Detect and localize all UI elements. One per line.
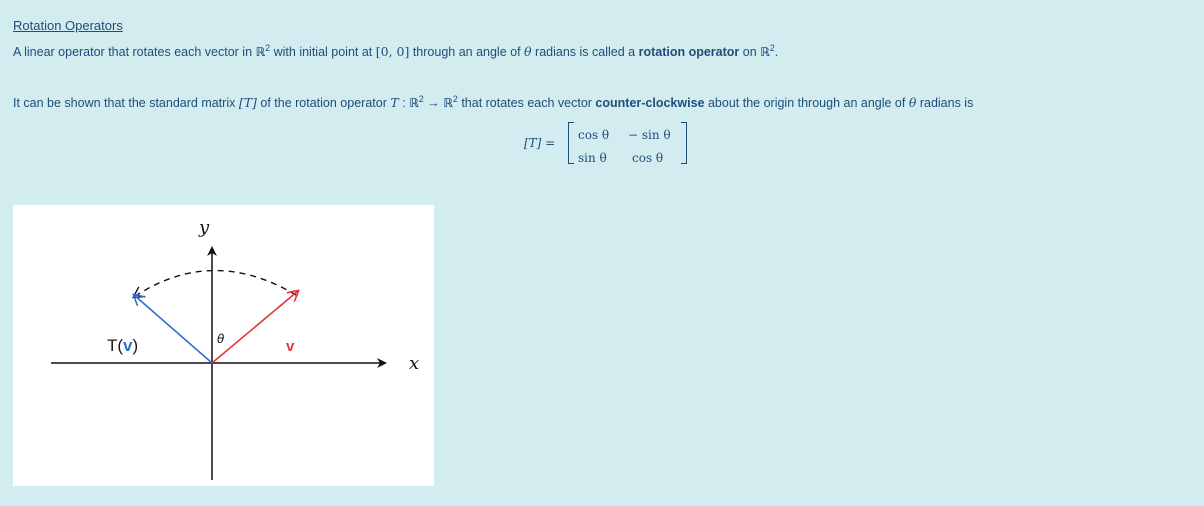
term-rotation-operator: rotation operator	[638, 45, 740, 59]
vector-tv	[134, 295, 212, 363]
term-counter-clockwise: counter-clockwise	[595, 96, 705, 110]
matrix-cell-22: cos θ	[632, 151, 664, 165]
rotation-diagram-svg	[13, 205, 434, 486]
tv-label-post: )	[132, 336, 139, 355]
tv-label-pre: T(	[107, 336, 124, 355]
y-axis-label: y	[199, 217, 210, 238]
v-label: v	[286, 338, 295, 355]
matrix-lhs: [T] =	[524, 136, 556, 150]
paragraph-standard-matrix: It can be shown that the standard matrix [T] of the rotation operator T : ℝ$^2$ → ℝ$^2$ that rotates each vector counter-clockwise about the origin through an angle of θ radians is	[13, 93, 974, 110]
theta-label: θ	[217, 332, 225, 346]
matrix-bracket-right	[681, 122, 687, 164]
matrix-cell-12: − sin θ	[628, 128, 671, 142]
tv-label	[107, 336, 138, 355]
x-axis-label: x	[409, 353, 420, 374]
section-title-link[interactable]: Rotation Operators	[13, 18, 123, 33]
rotation-arc	[134, 270, 296, 297]
rotation-diagram	[13, 205, 434, 486]
matrix-cell-21: sin θ	[578, 151, 607, 165]
matrix-cell-11: cos θ	[578, 128, 610, 142]
paragraph-definition: A linear operator that rotates each vector in ℝ$^2$ with initial point at [0, 0] through an angle of θ radians is called a rotation operator on ℝ$^2$.	[13, 42, 779, 59]
tv-label-v: v	[123, 336, 133, 355]
matrix-bracket-left	[568, 122, 574, 164]
